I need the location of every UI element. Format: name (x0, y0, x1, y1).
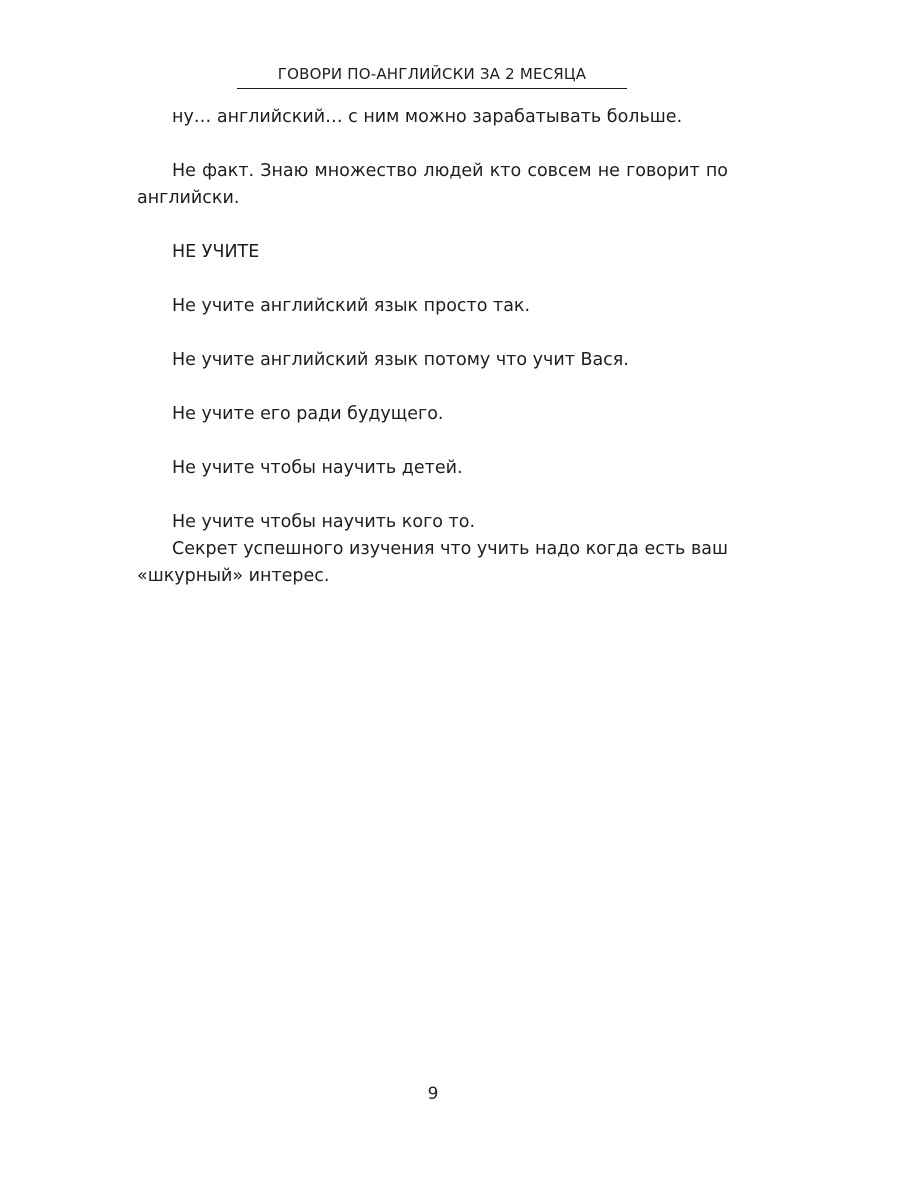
paragraph-8: Секрет успешного изучения что учить надо когда есть ваш «шкурный» интерес. (137, 539, 728, 586)
paragraph-5: Не учите его ради будущего. (172, 404, 444, 424)
running-header: ГОВОРИ ПО-АНГЛИЙСКИ ЗА 2 МЕСЯЦА (237, 62, 627, 89)
paragraph-2: Не факт. Знаю множество людей кто совсем не говорит по английски. (137, 161, 728, 208)
paragraph-1: ну… английский… с ним можно зарабатывать больше. (172, 107, 683, 127)
body-text (137, 104, 728, 590)
section-heading: НЕ УЧИТЕ (172, 242, 260, 262)
paragraph-6: Не учите чтобы научить детей. (172, 458, 463, 478)
paragraph-4: Не учите английский язык потому что учит Вася. (172, 350, 629, 370)
paragraph-3: Не учите английский язык просто так. (172, 296, 531, 316)
page-number: 9 (427, 1084, 439, 1104)
paragraph-7: Не учите чтобы научить кого то. (172, 512, 476, 532)
